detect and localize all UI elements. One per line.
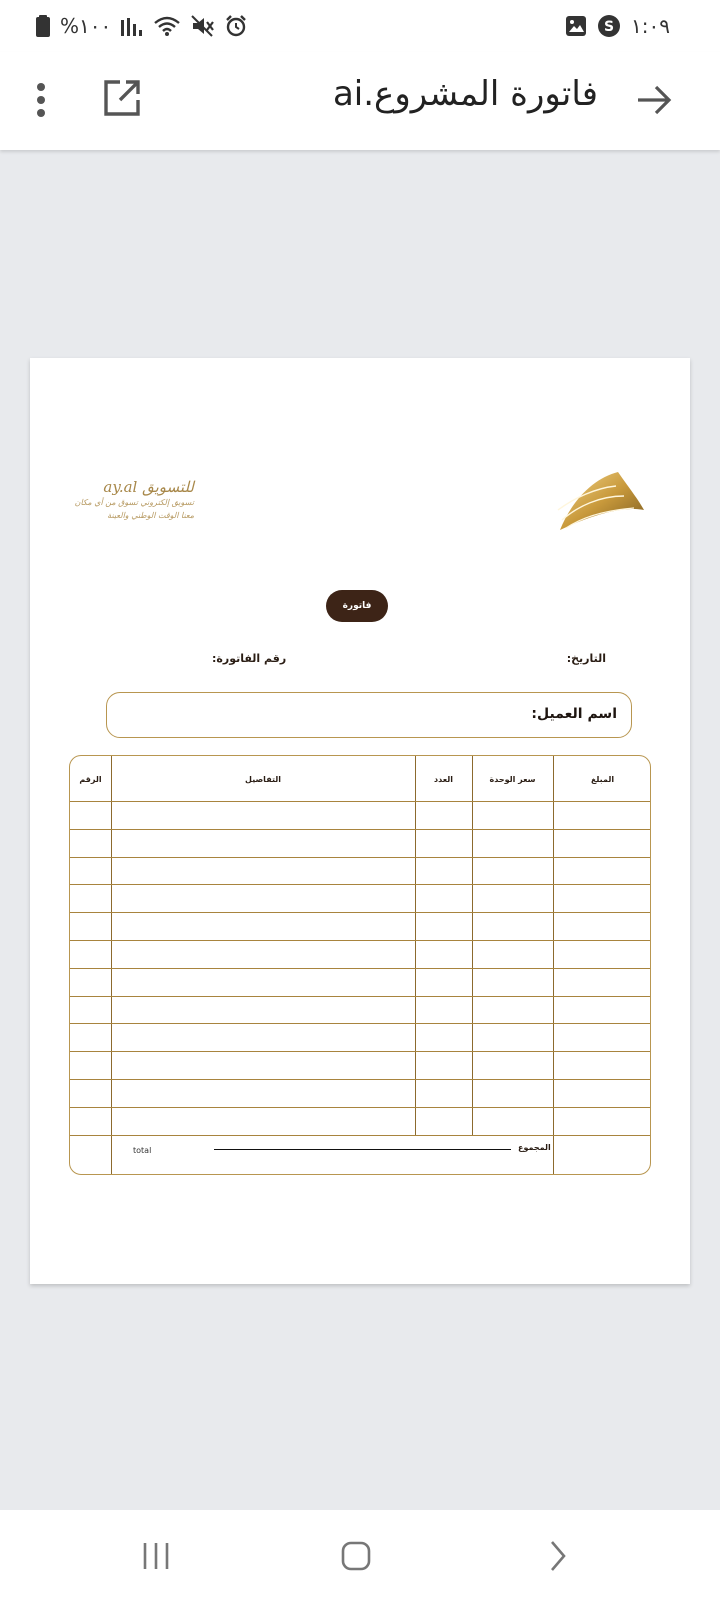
nav-back-icon bbox=[546, 1539, 570, 1573]
column-divider bbox=[111, 756, 112, 1175]
status-bar bbox=[0, 0, 720, 52]
back-button[interactable] bbox=[634, 80, 674, 120]
status-bar-right bbox=[565, 14, 670, 38]
header-quantity: العدد bbox=[434, 774, 453, 784]
svg-text:S: S bbox=[603, 19, 615, 35]
invoice-badge: فاتورة bbox=[326, 590, 388, 622]
system-nav-bar bbox=[0, 1510, 720, 1600]
client-name-label: اسم العميل: bbox=[531, 706, 617, 722]
gold-wing-logo bbox=[554, 470, 646, 536]
gallery-icon bbox=[565, 15, 587, 37]
more-vert-icon bbox=[26, 78, 56, 122]
invoice-table bbox=[69, 755, 651, 1175]
document-page bbox=[30, 358, 690, 1284]
battery-icon bbox=[36, 15, 50, 37]
table-row bbox=[70, 1023, 650, 1024]
header-amount: المبلغ bbox=[590, 774, 615, 784]
table-row bbox=[70, 857, 650, 858]
table-row bbox=[70, 1079, 650, 1080]
header-unit-price: سعر الوحدة bbox=[489, 774, 536, 784]
battery-percent: %١٠٠ bbox=[60, 14, 112, 38]
open-in-new-icon bbox=[100, 76, 144, 120]
total-label-ar: المجموع bbox=[518, 1143, 551, 1152]
total-label-en: total bbox=[133, 1146, 152, 1155]
status-time: ١:٠٩ bbox=[631, 14, 670, 38]
column-divider bbox=[553, 756, 554, 1175]
table-row bbox=[70, 829, 650, 830]
arrow-forward-icon bbox=[634, 80, 674, 120]
open-external-button[interactable] bbox=[100, 76, 144, 120]
table-row bbox=[70, 884, 650, 885]
table-row bbox=[70, 968, 650, 969]
table-row bbox=[70, 801, 650, 802]
header-number: الرقم bbox=[79, 774, 102, 784]
invoice-number-label: رقم الفاتورة: bbox=[212, 652, 287, 665]
recents-icon bbox=[141, 1541, 171, 1571]
skype-icon bbox=[597, 14, 621, 38]
nav-back-button[interactable] bbox=[538, 1536, 578, 1576]
table-row bbox=[70, 1051, 650, 1052]
header-details: التفاصيل bbox=[245, 774, 281, 784]
signal-icon bbox=[121, 16, 143, 36]
brand-tagline-line1: تسويق إلكتروني تسوق من أي مكان bbox=[74, 498, 194, 507]
brand-name: للتسويق ay.al bbox=[103, 478, 194, 496]
table-row bbox=[70, 1107, 650, 1108]
app-bar bbox=[0, 52, 720, 150]
brand-logo bbox=[74, 478, 194, 542]
mute-icon bbox=[191, 15, 215, 37]
wifi-icon bbox=[153, 15, 181, 37]
home-icon bbox=[340, 1540, 372, 1572]
table-row bbox=[70, 940, 650, 941]
alarm-icon bbox=[225, 15, 247, 37]
recents-button[interactable] bbox=[136, 1536, 176, 1576]
date-label: التاريخ: bbox=[566, 652, 606, 665]
table-row bbox=[70, 1135, 650, 1136]
total-line bbox=[214, 1149, 511, 1150]
brand-tagline-line2: معنا الوقت الوطني والعينة bbox=[107, 511, 194, 520]
status-bar-left bbox=[36, 14, 247, 38]
document-title: فاتورة المشروع.ai bbox=[332, 74, 598, 114]
more-options-button[interactable] bbox=[26, 78, 56, 122]
table-row bbox=[70, 912, 650, 913]
home-button[interactable] bbox=[336, 1536, 376, 1576]
client-name-box bbox=[106, 692, 632, 738]
table-row bbox=[70, 996, 650, 997]
